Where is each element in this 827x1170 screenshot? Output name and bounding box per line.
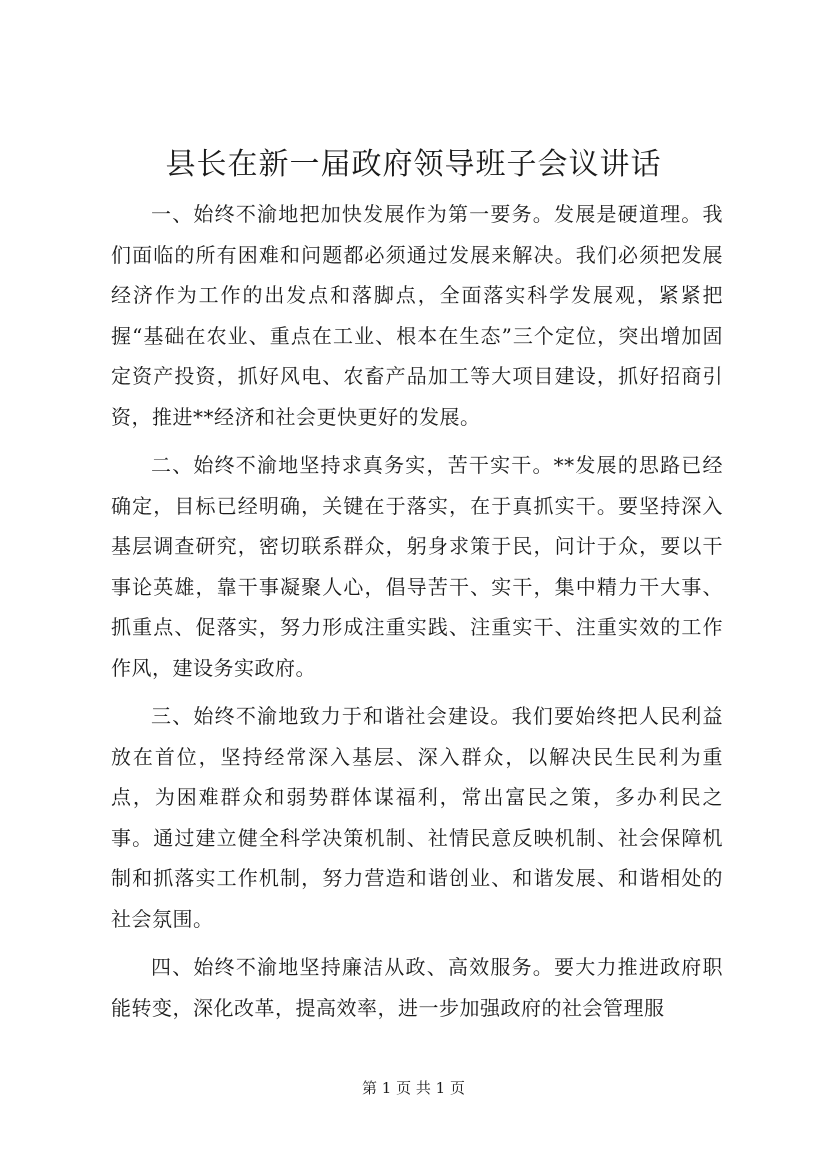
paragraph-2: 二、始终不渝地坚持求真务实，苦干实干。**发展的思路已经确定，目标已经明确，关键在于落实，在于真抓实干。要坚持深入基层调查研究，密切联系群众，躬身求策于民，问计于众，要以干事论英雄，靠干事凝聚人心，倡导苦干、实干，集中精力干大事、抓重点、促落实，努力形成注重实践、注重实干、注重实效的工作作风，建设务实政府。 [111,453,723,680]
page-footer: 第 1 页 共 1 页 [362,1079,465,1097]
paragraph-1: 一、始终不渝地把加快发展作为第一要务。发展是硬道理。我们面临的所有困难和问题都必须通过发展来解决。我们必须把发展经济作为工作的出发点和落脚点，全面落实科学发展观，紧紧把握“基础在农业、重点在工业、根本在生态”三个定位，突出增加固定资产投资，抓好风电、农畜产品加工等大项目建设，抓好招商引资，推进**经济和社会更快更好的发展。 [111,202,723,429]
paragraph-4: 四、始终不渝地坚持廉洁从政、高效服务。要大力推进政府职能转变，深化改革，提高效率，进一步加强政府的社会管理服 [111,955,723,1020]
document-title: 县长在新一届政府领导班子会议讲话 [165,147,662,182]
document-body [111,194,723,1036]
paragraph-3: 三、始终不渝地致力于和谐社会建设。我们要始终把人民利益放在首位，坚持经常深入基层、深入群众，以解决民生民利为重点，为困难群众和弱势群体谋福利，常出富民之策，多办利民之事。通过建立健全科学决策机制、社情民意反映机制、社会保障机制和抓落实工作机制，努力营造和谐创业、和谐发展、和谐相处的社会氛围。 [111,704,723,931]
